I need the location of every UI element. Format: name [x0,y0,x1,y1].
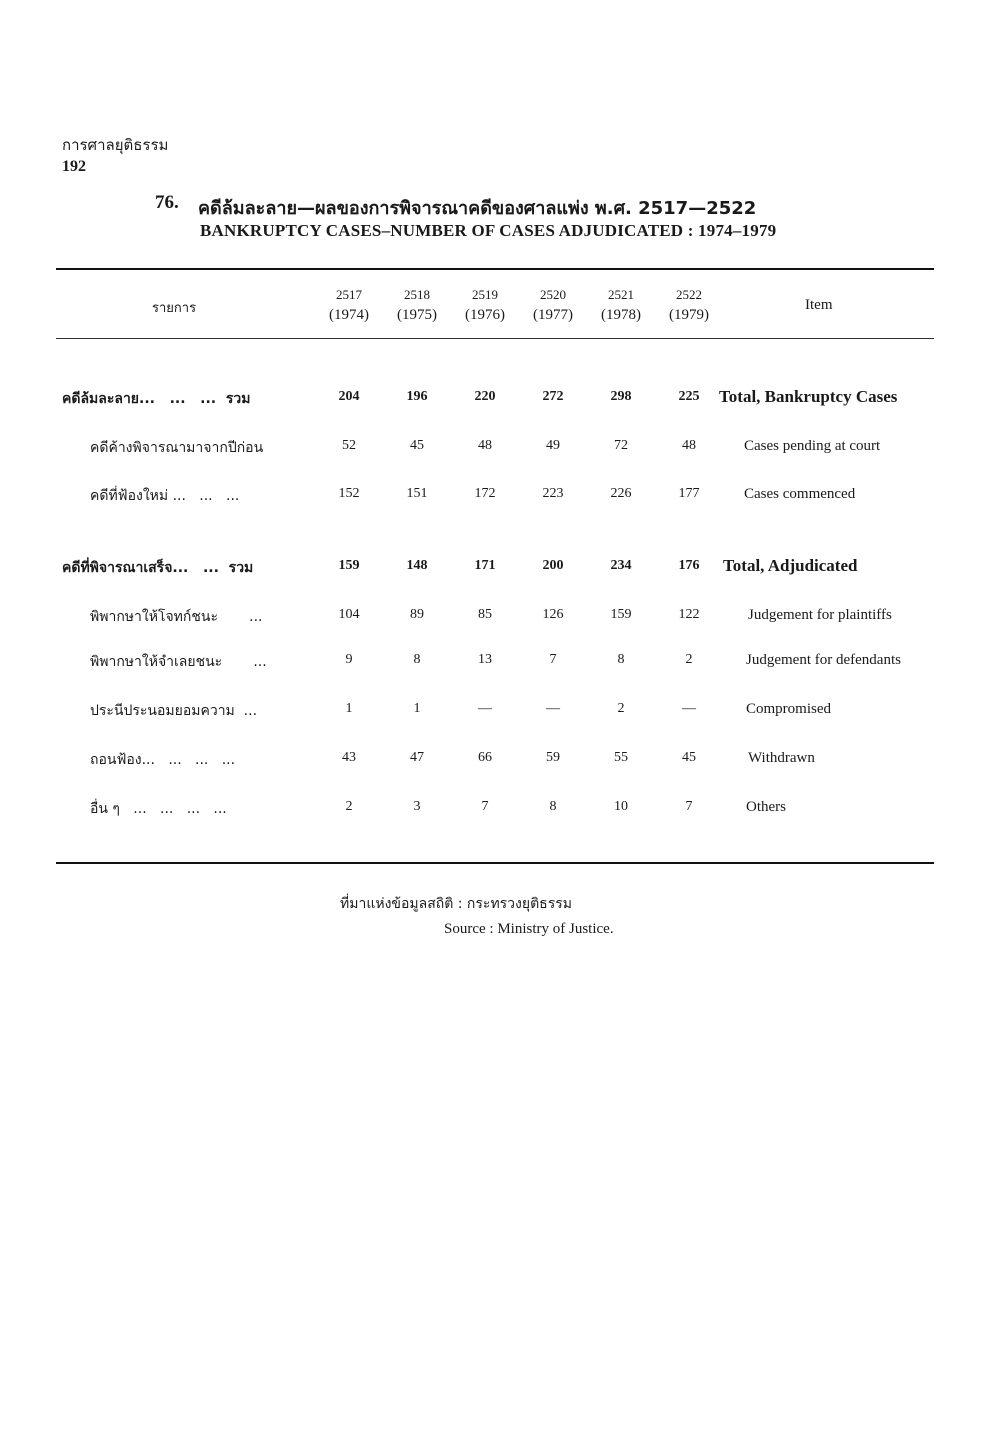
table-cell: 223 [542,486,564,501]
row-label-thai: ถอนฟ้อง... ... ... ... [90,752,236,768]
year-header [656,284,722,326]
row-label-thai: คดีล้มละลาย... ... ... รวม [62,391,251,407]
column-header-thai: รายการ [152,301,197,316]
table-cell: 8 [549,799,557,814]
table-cell: — [478,701,492,716]
table-cell: 45 [682,750,696,765]
table-bottom-rule [56,862,934,864]
table-cell: 85 [478,607,492,622]
row-label-thai: คดีที่ฟ้องใหม่ ... ... ... [90,488,240,504]
row-label-english: Others [746,799,786,815]
year-be: 2519 [472,287,498,302]
year-ce: (1974) [329,307,369,323]
table-cell: 2 [345,799,353,814]
table-cell: — [682,701,696,716]
table-cell: 7 [481,799,489,814]
table-cell: 7 [685,799,693,814]
table-cell: 104 [338,607,360,622]
table-cell: 226 [610,486,632,501]
table-cell: 8 [617,652,625,667]
table-cell: 66 [478,750,492,765]
section-title: การศาลยุติธรรม [62,136,169,154]
table-cell: 59 [546,750,560,765]
year-header [452,284,518,326]
table-number: 76. [155,192,179,213]
table-cell: 47 [410,750,424,765]
table-cell: 159 [338,558,360,573]
table-cell: 72 [614,438,628,453]
table-cell: 8 [413,652,421,667]
header-rule [56,338,934,339]
table-cell: 272 [542,389,564,404]
table-cell: 49 [546,438,560,453]
source-thai: ที่มาแห่งข้อมูลสถิติ : กระทรวงยุติธรรม [340,896,572,912]
table-cell: 152 [338,486,360,501]
table-cell: 48 [682,438,696,453]
table-title-english: BANKRUPTCY CASES–NUMBER OF CASES ADJUDICATED : 1974–1979 [200,221,777,240]
year-ce: (1976) [465,307,505,323]
year-be: 2518 [404,287,430,302]
table-title-thai: คดีล้มละลาย—ผลของการพิจารณาคดีของศาลแพ่ง พ.ศ. 2517—2522 [198,198,757,219]
table-cell: 89 [410,607,424,622]
page-number: 192 [62,158,86,175]
table-cell: 220 [474,389,496,404]
row-label-thai: ประนีประนอมยอมความ ... [90,703,258,719]
table-cell: 196 [406,389,428,404]
table-cell: 3 [413,799,421,814]
year-be: 2521 [608,287,634,302]
table-cell: 176 [678,558,700,573]
table-cell: 177 [678,486,700,501]
table-cell: 13 [478,652,492,667]
table-cell: 200 [542,558,564,573]
table-cell: 148 [406,558,428,573]
table-cell: 43 [342,750,356,765]
table-cell: 52 [342,438,356,453]
year-header [384,284,450,326]
table-cell: 159 [610,607,632,622]
table-cell: 9 [345,652,353,667]
table-cell: 48 [478,438,492,453]
year-ce: (1979) [669,307,709,323]
row-label-thai: พิพากษาให้จำเลยชนะ ... [90,654,267,670]
row-label-thai: อื่น ๆ ... ... ... ... [90,801,227,817]
column-header-english: Item [805,297,833,313]
table-cell: 298 [610,389,632,404]
table-top-rule [56,268,934,270]
row-label-thai: พิพากษาให้โจทก์ชนะ ... [90,609,263,625]
year-header [588,284,654,326]
year-ce: (1975) [397,307,437,323]
row-label-english: Judgement for plaintiffs [748,607,892,623]
table-cell: 171 [474,558,496,573]
year-be: 2522 [676,287,702,302]
row-label-english: Compromised [746,701,831,717]
source-english: Source : Ministry of Justice. [444,921,614,937]
table-cell: 2 [685,652,693,667]
table-cell: 55 [614,750,628,765]
year-ce: (1978) [601,307,641,323]
row-label-english: Withdrawn [748,750,815,766]
table-cell: 45 [410,438,424,453]
table-cell: 126 [542,607,564,622]
year-ce: (1977) [533,307,573,323]
table-cell: 234 [610,558,632,573]
year-be: 2520 [540,287,566,302]
table-cell: 10 [614,799,628,814]
table-cell: 1 [413,701,421,716]
table-cell: 225 [678,389,700,404]
table-cell: 2 [617,701,625,716]
row-label-thai: คดีค้างพิจารณามาจากปีก่อน [90,440,264,456]
year-header [520,284,586,326]
row-label-english: Total, Adjudicated [723,556,858,575]
table-cell: 7 [549,652,557,667]
table-cell: 151 [406,486,428,501]
row-label-english: Cases pending at court [744,438,881,454]
table-cell: 122 [678,607,700,622]
row-label-english: Judgement for defendants [746,652,901,668]
row-label-english: Cases commenced [744,486,856,502]
table-cell: 1 [345,701,353,716]
table-cell: 172 [474,486,496,501]
row-label-english: Total, Bankruptcy Cases [719,387,898,406]
year-be: 2517 [336,287,362,302]
table-cell: 204 [338,389,360,404]
row-label-thai: คดีที่พิจารณาเสร็จ... ... รวม [62,560,254,576]
table-cell: — [546,701,560,716]
year-header [316,284,382,326]
